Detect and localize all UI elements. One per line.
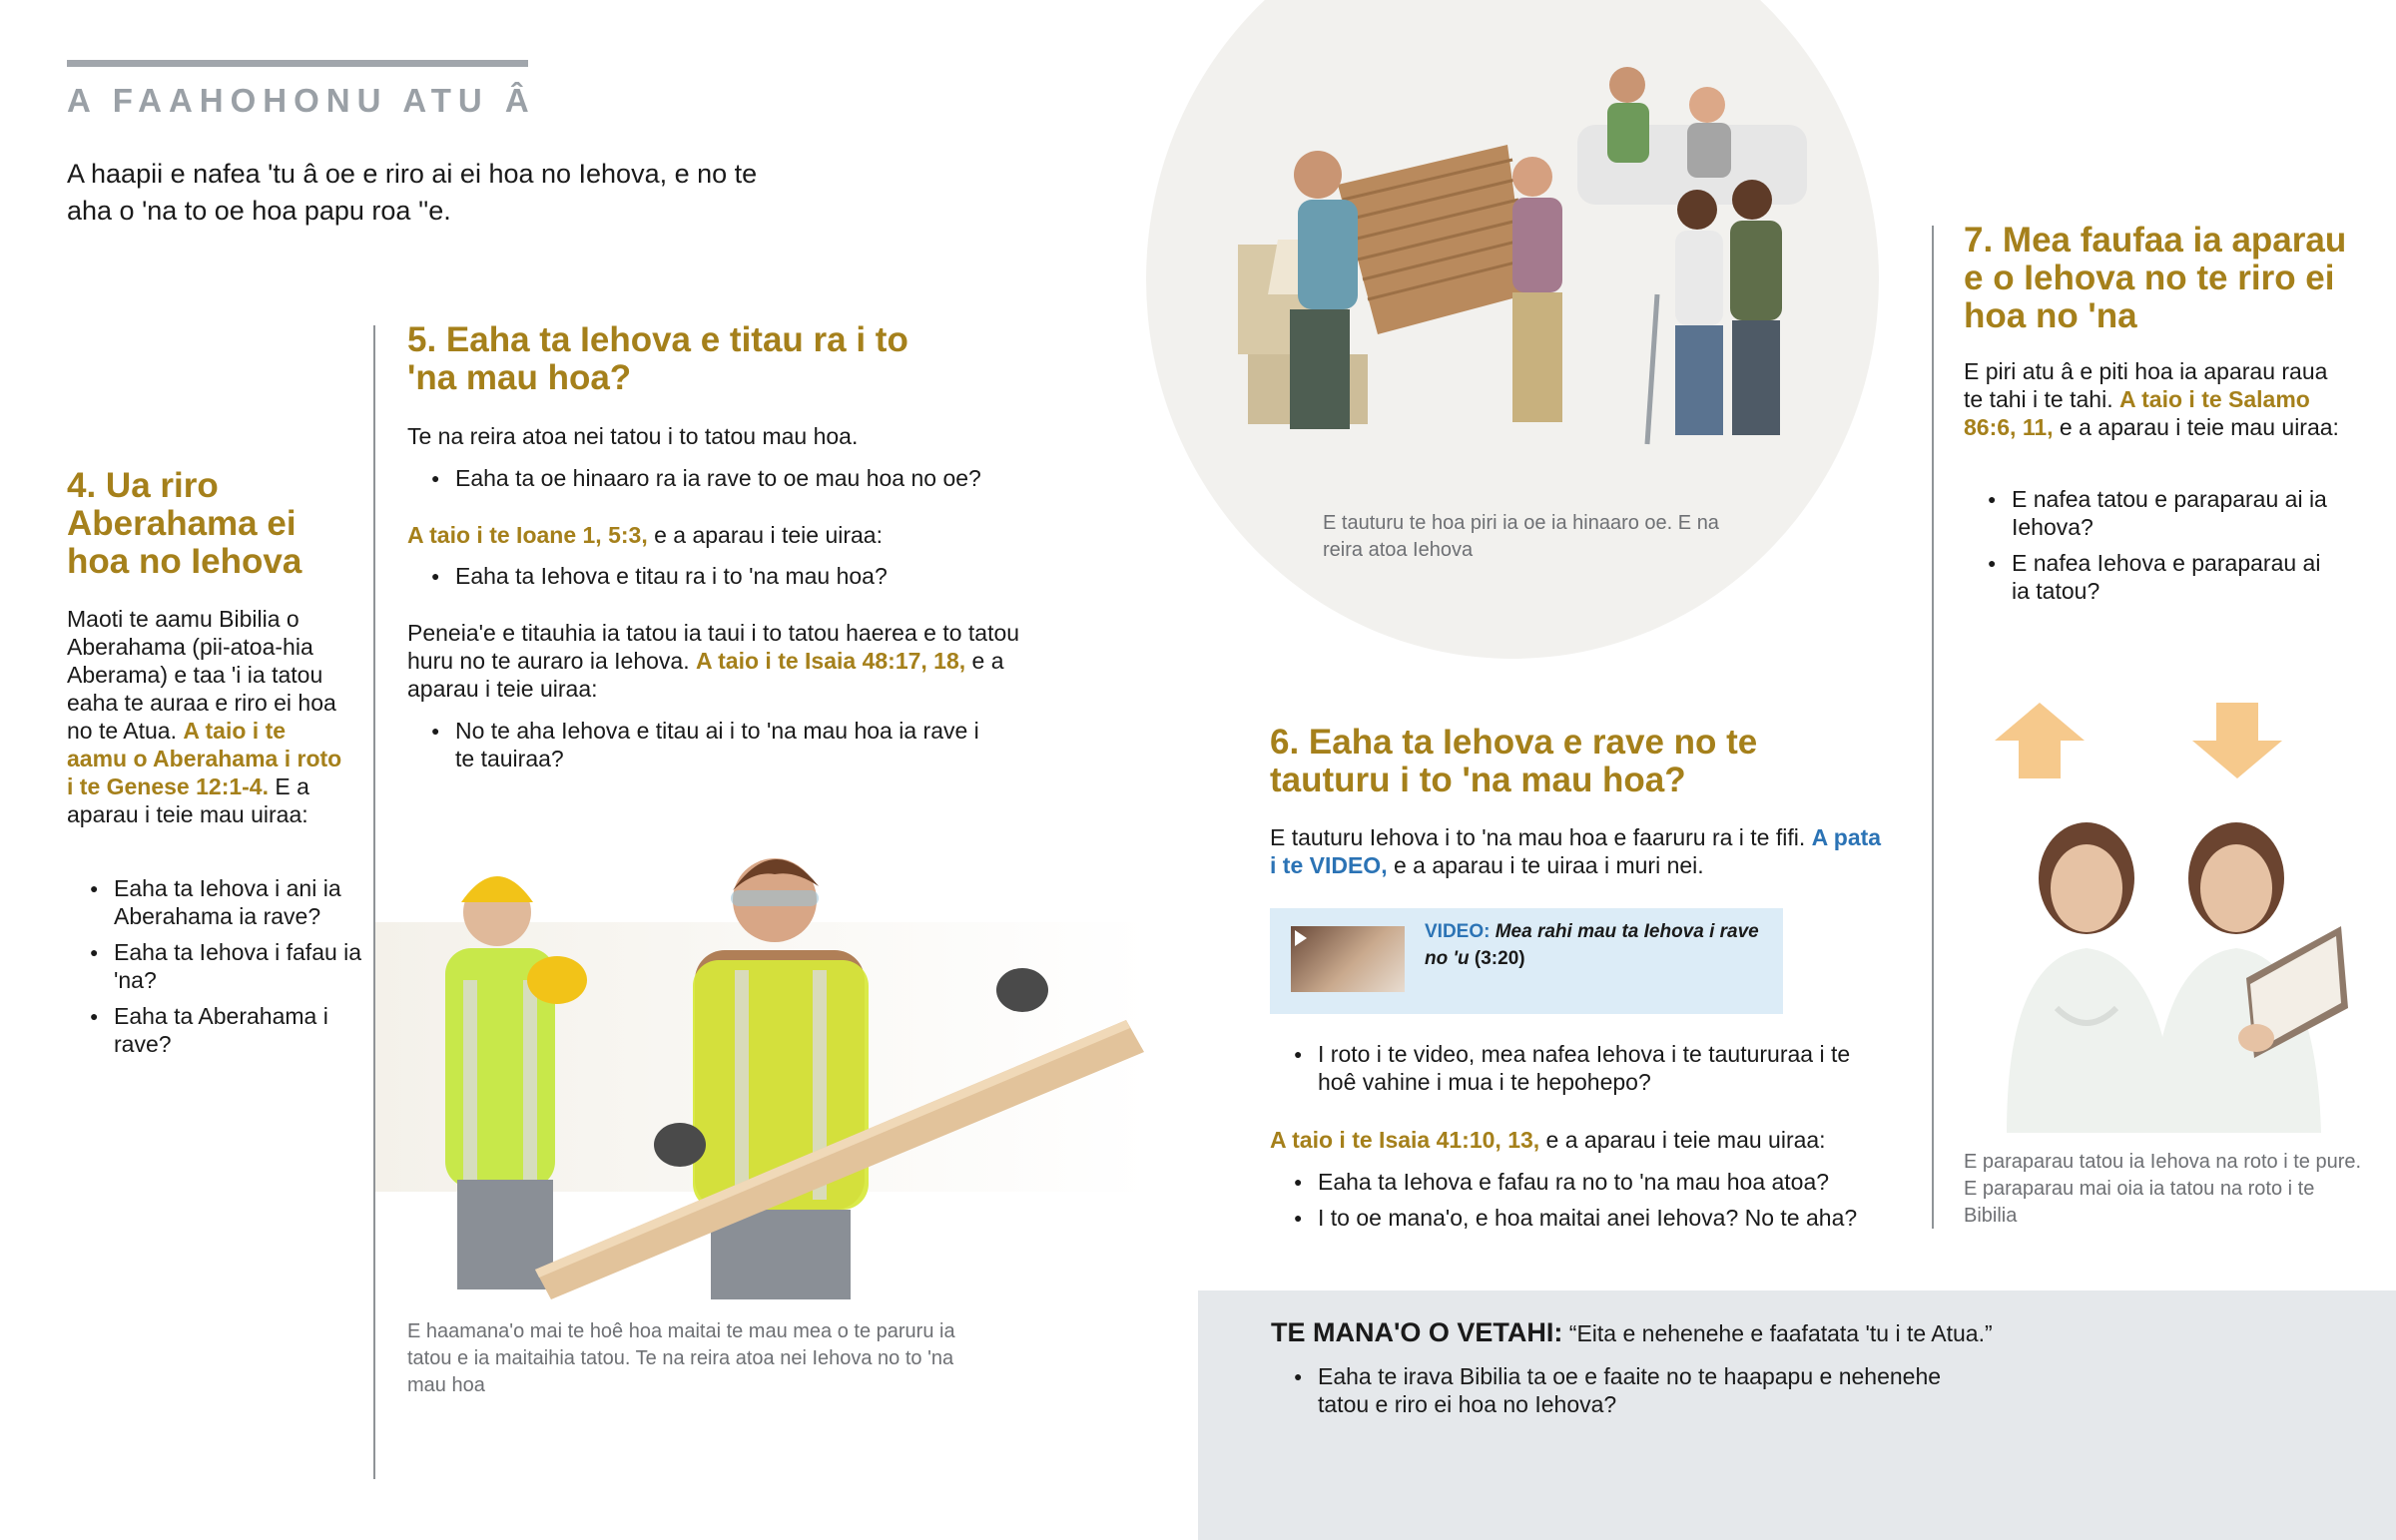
- section-7-paragraph: [1964, 357, 2343, 441]
- section-6-question-1: [1294, 1040, 1873, 1104]
- video-card[interactable]: [1270, 908, 1783, 1014]
- opinion-panel: [1198, 1290, 2396, 1540]
- section-5-paragraph-3-after: e a aparau i teie uiraa:: [407, 648, 1004, 702]
- opinion-question-list: [1294, 1362, 1993, 1426]
- question-item: ● Eaha ta Iehova i fafau ia 'na?: [90, 938, 369, 994]
- section-6-heading: 6. Eaha ta Iehova e rave no te tauturu i to 'na mau hoa?: [1270, 723, 1758, 799]
- friends-helping-illustration: [1228, 55, 1827, 484]
- section-4-body-text: Maoti te aamu Bibilia o Aberahama (pii-atoa-hia Aberama) e taa 'i ia tatou eaha te auraa e riro ei hoa no te Atua.: [67, 606, 336, 744]
- section-4-scripture-link[interactable]: A taio i te aamu o Aberahama i roto i te Genese 12:1-4.: [67, 718, 342, 799]
- section-5-question-3: [431, 717, 990, 780]
- top-rule: [67, 60, 528, 67]
- opinion-label: TE MANA'O O VETAHI:: [1271, 1317, 1563, 1347]
- section-5-paragraph-3: [407, 619, 1026, 703]
- question-item: ● Eaha ta Aberahama i rave?: [90, 1002, 369, 1058]
- video-title[interactable]: Mea rahi mau ta Iehova i rave no 'u: [1425, 921, 1759, 969]
- section-4-body: [67, 605, 346, 828]
- top-illustration-caption: E tauturu te hoa piri ia oe ia hinaaro oe. E na reira atoa Iehova: [1323, 512, 1719, 561]
- video-link[interactable]: A pata i te VIDEO,: [1270, 824, 1882, 878]
- section-6-paragraph-1-after: e a aparau i te uiraa i muri nei.: [1387, 852, 1704, 878]
- section-5-heading: 5. Eaha ta Iehova e titau ra i to 'na mau hoa?: [407, 320, 908, 397]
- section-4-questions: [90, 874, 369, 1066]
- section-6-paragraph-1: [1270, 823, 1889, 879]
- section-5-scripture-link-1[interactable]: A taio i te Ioane 1, 5:3,: [407, 522, 648, 548]
- opinion-quote: “Eita e nehenehe e faafatata 'tu i te Atua.”: [1562, 1320, 1993, 1346]
- question-item: ● Eaha te irava Bibilia ta oe e faaite no te haapapu e nehenehe tatou e riro ei hoa no Iehova?: [1294, 1362, 1993, 1418]
- section-5-caption: E haamana'o mai te hoê hoa maitai te mau mea o te paruru ia tatou e ia maitaihia tatou. Te na reira atoa nei Iehova no to 'na mau hoa: [407, 1320, 955, 1396]
- play-icon[interactable]: [1295, 930, 1307, 946]
- section-6-paragraph-1-text: E tauturu Iehova i to 'na mau hoa e faaruru ra i te fifi.: [1270, 824, 1812, 850]
- arrow-up-icon: [1995, 703, 2085, 778]
- video-label: VIDEO:: [1425, 921, 1491, 942]
- arrow-down-icon: [2192, 703, 2282, 778]
- kicker-title: A FAAHOHONU ATU Â: [67, 82, 536, 119]
- section-7-scripture-link[interactable]: A taio i te Salamo 86:6, 11,: [1964, 386, 2310, 440]
- section-5-scripture-link-2[interactable]: A taio i te Isaia 48:17, 18,: [695, 648, 966, 674]
- section-5-question-2: [431, 562, 1050, 598]
- video-info: [1425, 918, 1764, 972]
- section-7-heading: 7. Mea faufaa ia aparau e o Iehova no te riro ei hoa no 'na: [1964, 221, 2347, 335]
- section-7-questions: [1988, 485, 2327, 613]
- section-6-paragraph-2-after: e a aparau i teie mau uiraa:: [1539, 1127, 1826, 1153]
- section-5-paragraph-2-after: e a aparau i teie uiraa:: [647, 522, 883, 548]
- section-5-paragraph-1: Te na reira atoa nei tatou i to tatou mau hoa.: [407, 423, 859, 449]
- opinion-line: [1271, 1318, 2369, 1347]
- question-item: ● I roto i te video, mea nafea Iehova i te tautururaa i te hoê vahine i mua i te hepohepo?: [1294, 1040, 1873, 1096]
- section-7-divider: [1932, 226, 1934, 1229]
- section-6-paragraph-2: [1270, 1126, 1889, 1154]
- section-7-caption: E paraparau tatou ia Iehova na roto i te pure. E paraparau mai oia ia tatou na roto i te Bibilia: [1964, 1151, 2362, 1227]
- section-7-paragraph-text: E piri atu â e piti hoa ia aparau raua te tahi i te tahi.: [1964, 358, 2328, 412]
- question-item: ● I to oe mana'o, e hoa maitai anei Iehova? No te aha?: [1294, 1204, 1873, 1232]
- intro-text: A haapii e nafea 'tu â oe e riro ai ei hoa no Iehova, e no te aha o 'na to oe hoa papu roa ''e.: [67, 159, 758, 226]
- section-5-paragraph-2: [407, 521, 1026, 549]
- question-item: ● No te aha Iehova e titau ai i to 'na mau hoa ia rave i te tauiraa?: [431, 717, 990, 772]
- workers-illustration: [375, 830, 1150, 1299]
- section-5-paragraph-3-text: Peneia'e e titauhia ia tatou ia taui i to tatou haerea e to tatou huru no te auraro ia Iehova.: [407, 620, 1020, 674]
- question-item: ● Eaha ta Iehova i ani ia Aberahama ia rave?: [90, 874, 369, 930]
- section-6-scripture-link[interactable]: A taio i te Isaia 41:10, 13,: [1270, 1127, 1540, 1153]
- question-item: ● E nafea tatou e paraparau ai ia Iehova?: [1988, 485, 2327, 541]
- section-5-question-1: [431, 464, 1050, 500]
- reading-girl-illustration: [2136, 808, 2351, 1133]
- section-7-paragraph-after: e a aparau i teie mau uiraa:: [2053, 414, 2339, 440]
- video-duration: (3:20): [1474, 948, 1525, 969]
- question-item: ● E nafea Iehova e paraparau ai ia tatou?: [1988, 549, 2327, 605]
- video-thumbnail[interactable]: [1291, 926, 1405, 992]
- question-item: ● Eaha ta Iehova e titau ra i to 'na mau hoa?: [431, 562, 1050, 590]
- question-item: ● Eaha ta oe hinaaro ra ia rave to oe mau hoa no oe?: [431, 464, 1050, 492]
- section-6-questions: [1294, 1168, 1873, 1240]
- question-item: ● Eaha ta Iehova e fafau ra no to 'na mau hoa atoa?: [1294, 1168, 1873, 1196]
- section-4-body-after: E a aparau i teie mau uiraa:: [67, 773, 309, 827]
- section-4-heading: 4. Ua riro Aberahama ei hoa no Iehova: [67, 466, 302, 581]
